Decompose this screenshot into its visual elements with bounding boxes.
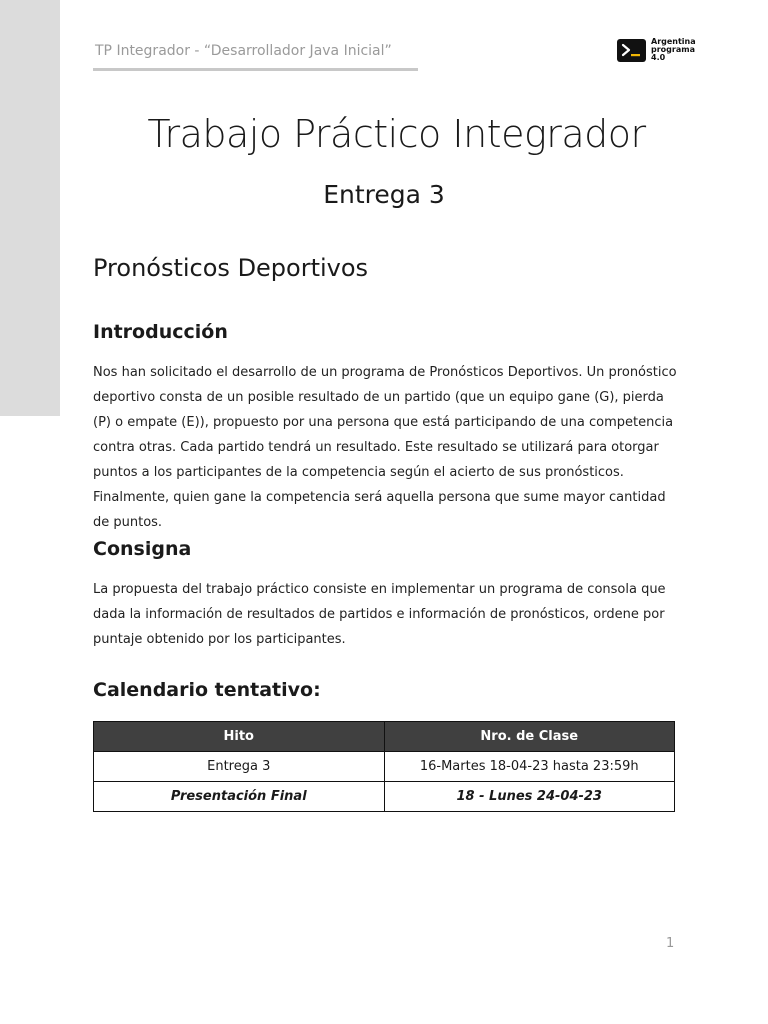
intro-paragraph: Nos han solicitado el desarrollo de un programa de Pronósticos Deportivos. Un pronóstico deportivo consta de un posible resultado de un partido (que un equipo gane (G), pierda (P) o empate (E)), propuesto por una persona que está participando de una competencia contra otras. Cada partido tendrá un resultado. Este resultado se utilizará para otorgar puntos a los participantes de la competencia según el acierto de sus pronósticos. Finalmente, quien gane la competencia será aquella persona que sume mayor cantidad de puntos.: [93, 365, 677, 530]
intro-heading: Introducción: [93, 321, 228, 343]
table-cell: 16-Martes 18-04-23 hasta 23:59h: [384, 752, 675, 782]
calendar-table: [93, 721, 675, 812]
table-header-row: [94, 722, 675, 752]
running-header: TP Integrador - “Desarrollador Java Inicial”: [95, 43, 392, 59]
document-subtitle: Entrega 3: [323, 180, 445, 209]
consigna-paragraph: La propuesta del trabajo práctico consiste en implementar un programa de consola que dada la información de resultados de partidos e información de pronósticos, ordene por puntaje obtenido por los participantes.: [93, 582, 666, 647]
page-number: 1: [666, 936, 675, 951]
table-cell: Presentación Final: [94, 782, 385, 812]
logo-line-1: Argentina: [651, 37, 696, 46]
header-divider: [93, 68, 418, 71]
calendar-heading: Calendario tentativo:: [93, 679, 321, 701]
column-header-clase: Nro. de Clase: [384, 722, 675, 752]
argentina-programa-logo: [617, 38, 696, 62]
logo-line-2: programa: [651, 45, 695, 54]
terminal-prompt-icon: [617, 39, 646, 62]
table-cell: 18 - Lunes 24-04-23: [384, 782, 675, 812]
logo-line-3: 4.0: [651, 53, 666, 62]
table-cell: Entrega 3: [94, 752, 385, 782]
document-title: Trabajo Práctico Integrador: [147, 112, 646, 156]
consigna-heading: Consigna: [93, 538, 192, 560]
project-heading: Pronósticos Deportivos: [93, 254, 369, 282]
table-row: [94, 782, 675, 812]
table-row: [94, 752, 675, 782]
column-header-hito: Hito: [94, 722, 385, 752]
logo-text: [651, 38, 696, 62]
